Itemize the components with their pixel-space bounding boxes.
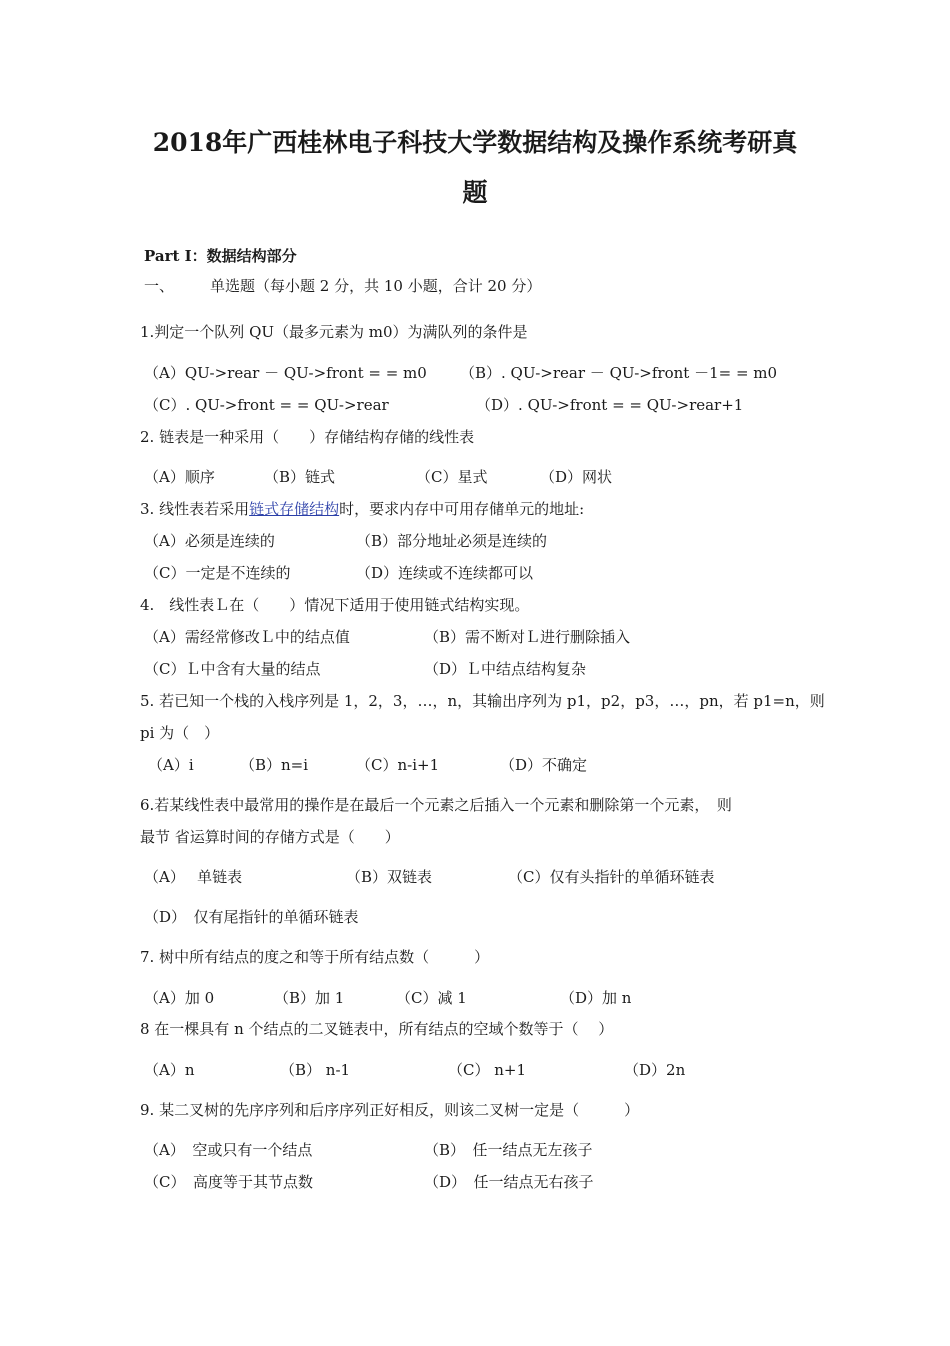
question-3-stem-pre: 3. 线性表若采用 bbox=[140, 500, 250, 518]
question-9-option-c: （C） 高度等于其节点数 bbox=[144, 1173, 313, 1191]
link-chain-storage[interactable]: 链式存储结构 bbox=[249, 500, 340, 518]
question-8-option-b: （B） n-1 bbox=[280, 1061, 351, 1079]
question-9-option-d: （D） 任一结点无右孩子 bbox=[424, 1173, 594, 1191]
question-1-option-b: （B）. QU->rear － QU->front －1= = m0 bbox=[460, 364, 778, 382]
question-1-option-c: （C）. QU->front = = QU->rear bbox=[144, 396, 389, 414]
page-title-continued: 题 bbox=[462, 178, 488, 207]
question-5-stem-continued: pi 为（ ） bbox=[140, 724, 220, 742]
question-6-option-a: （A） 单链表 bbox=[144, 868, 243, 886]
question-5-option-c: （C）n-i+1 bbox=[356, 756, 440, 774]
question-2-option-b: （B）链式 bbox=[264, 468, 336, 486]
question-6-option-d: （D） 仅有尾指针的单循环链表 bbox=[144, 908, 359, 926]
question-8-option-a: （A）n bbox=[144, 1061, 195, 1079]
section-heading: 单选题（每小题 2 分，共 10 小题，合计 20 分） bbox=[210, 277, 542, 295]
question-4-option-c: （C）Ｌ中含有大量的结点 bbox=[144, 660, 321, 678]
question-8-stem: 8 在一棵具有 n 个结点的二叉链表中，所有结点的空域个数等于（ ） bbox=[140, 1020, 614, 1038]
section-number: 一、 bbox=[144, 277, 175, 295]
question-6-stem: 6.若某线性表中最常用的操作是在最后一个元素之后插入一个元素和删除第一个元素， 则 bbox=[140, 796, 732, 814]
question-3-option-d: （D）连续或不连续都可以 bbox=[356, 564, 534, 582]
question-9-option-a: （A） 空或只有一个结点 bbox=[144, 1141, 313, 1159]
question-3-option-b: （B）部分地址必须是连续的 bbox=[356, 532, 548, 550]
question-4-option-a: （A）需经常修改Ｌ中的结点值 bbox=[144, 628, 350, 646]
question-6-option-b: （B）双链表 bbox=[346, 868, 433, 886]
question-8-option-c: （C） n+1 bbox=[448, 1061, 527, 1079]
question-7-stem: 7. 树中所有结点的度之和等于所有结点数（ ） bbox=[140, 948, 490, 966]
question-3-option-a: （A）必须是连续的 bbox=[144, 532, 275, 550]
part-heading: Part Ⅰ：数据结构部分 bbox=[144, 247, 297, 265]
question-5-stem: 5. 若已知一个栈的入栈序列是 1，2，3，…，n，其输出序列为 p1，p2，p3，…，pn，若 p1=n，则 bbox=[140, 692, 825, 710]
question-4-option-d: （D）Ｌ中结点结构复杂 bbox=[424, 660, 587, 678]
question-5-option-b: （B）n=i bbox=[240, 756, 309, 774]
question-5-option-a: （A）i bbox=[148, 756, 194, 774]
question-9-stem: 9. 某二叉树的先序序列和后序序列正好相反，则该二叉树一定是（ ） bbox=[140, 1101, 640, 1119]
question-3-stem-post: 时，要求内存中可用存储单元的地址: bbox=[339, 500, 585, 518]
question-3-stem bbox=[140, 499, 584, 519]
question-8-option-d: （D）2n bbox=[624, 1061, 686, 1079]
question-1-option-d: （D）. QU->front = = QU->rear+1 bbox=[476, 396, 744, 414]
question-4-option-b: （B）需不断对Ｌ进行删除插入 bbox=[424, 628, 631, 646]
question-3-option-c: （C）一定是不连续的 bbox=[144, 564, 291, 582]
question-5-option-d: （D）不确定 bbox=[500, 756, 588, 774]
question-9-option-b: （B） 任一结点无左孩子 bbox=[424, 1141, 593, 1159]
question-6-stem-continued: 最节 省运算时间的存储方式是（ ） bbox=[140, 828, 400, 846]
question-1-stem: 1.判定一个队列 QU（最多元素为 m0）为满队列的条件是 bbox=[140, 323, 528, 341]
question-2-stem: 2. 链表是一种采用（ ）存储结构存储的线性表 bbox=[140, 428, 475, 446]
question-7-option-a: （A）加 0 bbox=[144, 989, 215, 1007]
question-7-option-b: （B）加 1 bbox=[274, 989, 345, 1007]
question-7-option-c: （C）减 1 bbox=[396, 989, 467, 1007]
question-7-option-d: （D）加 n bbox=[560, 989, 632, 1007]
question-2-option-a: （A）顺序 bbox=[144, 468, 215, 486]
page-title: 2018年广西桂林电子科技大学数据结构及操作系统考研真 bbox=[152, 128, 798, 157]
question-1-option-a: （A）QU->rear － QU->front = = m0 bbox=[144, 364, 427, 382]
question-2-option-d: （D）网状 bbox=[540, 468, 613, 486]
question-2-option-c: （C）星式 bbox=[416, 468, 488, 486]
question-4-stem: 4. 线性表Ｌ在（ ）情况下适用于使用链式结构实现。 bbox=[140, 596, 530, 614]
question-6-option-c: （C）仅有头指针的单循环链表 bbox=[508, 868, 715, 886]
